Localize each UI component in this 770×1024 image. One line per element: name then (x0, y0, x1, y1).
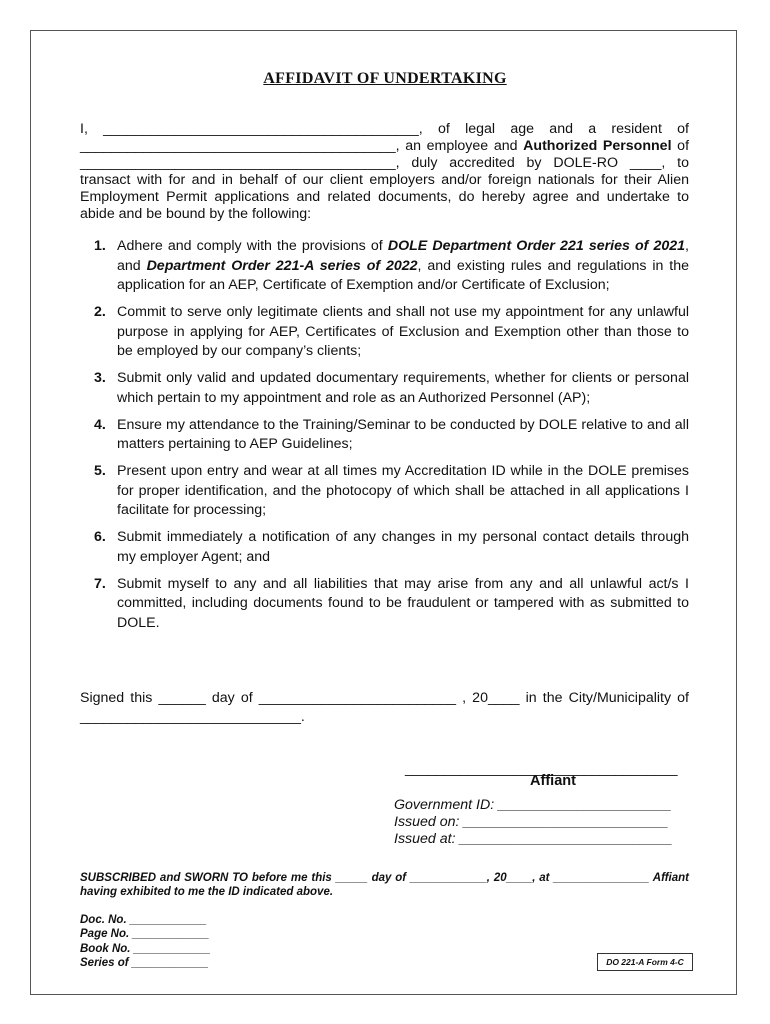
item-number: 3. (94, 370, 106, 386)
authorized-personnel-label: Authorized Personnel (523, 138, 672, 154)
issued-on-field: Issued on: __________________________ (394, 814, 669, 830)
list-item (80, 416, 689, 455)
item-text: Present upon entry and wear at all times my Accreditation ID while in the DOLE premises for proper identification, and the photocopy of which shall be attached in all applications I facilitate for processing; (117, 463, 689, 518)
item-text: , and (117, 238, 689, 274)
signature-line: ___________________________________ (405, 760, 678, 776)
item-number: 1. (94, 238, 106, 254)
item-text: , and existing rules and regulations in the application for an AEP, Certificate of Exemption and/or Certificate of Exclusion; (117, 257, 689, 293)
item-number: 2. (94, 304, 106, 320)
jurat-paragraph: SUBSCRIBED and SWORN TO before me this _____ day of ____________, 20____, at _______________ Affiant having exhibited to me the ID indicated above. (80, 872, 689, 898)
item-number: 4. (94, 416, 106, 433)
government-id-field: Government ID: ______________________ (394, 797, 672, 813)
book-no-field: Book No. ____________ (80, 942, 211, 955)
issued-at-field: Issued at: ___________________________ (394, 831, 673, 847)
list-item (80, 462, 689, 521)
item-text: Ensure my attendance to the Training/Seminar to be conducted by DOLE relative to and all matters pertaining to AEP Guidelines; (117, 416, 689, 452)
list-item (80, 303, 689, 362)
intro-paragraph (80, 121, 689, 223)
item-number: 7. (94, 575, 106, 592)
item-text: Commit to serve only legitimate clients and shall not use my appointment for any unlawful purpose in applying for AEP, Certificates of Exclusion and Exemption other than those to be employed by our company’s clients; (117, 304, 689, 359)
item-number: 6. (94, 529, 106, 545)
signed-paragraph: Signed this ______ day of _________________________ , 20____ in the City/Municipality of ____________________________. (80, 690, 689, 725)
list-item (80, 237, 689, 296)
doc-no-field: Doc. No. ____________ (80, 914, 207, 926)
item-text: Submit immediately a notification of any changes in my personal contact details through my employer Agent; and (117, 529, 689, 565)
item-text: Adhere and comply with the provisions of (117, 238, 388, 254)
item-emphasis: DOLE Department Order 221 series of 2021 (387, 238, 686, 254)
list-item (80, 575, 689, 634)
list-item (80, 369, 689, 408)
series-of-field: Series of ____________ (80, 956, 209, 969)
item-number: 5. (94, 463, 106, 479)
intro-text-1: I, ________________________________________, of legal age and a resident of ________________________________________, an employee and (80, 121, 689, 154)
affiant-id-block (394, 797, 673, 848)
list-item (80, 528, 689, 567)
undertaking-list (80, 237, 689, 641)
notarial-register-block (80, 913, 210, 970)
document-title: AFFIDAVIT OF UNDERTAKING (263, 70, 507, 87)
intro-text-2: of ________________________________________, duly accredited by DOLE-RO ____, to transact with for and in behalf of our client employers and/or foreign nationals for their Alien Employment Permit applications and related documents, do hereby agree and undertake to abide and be bound by the following: (80, 138, 690, 222)
item-text: Submit myself to any and all liabilities that may arise from any and all unlawful act/s I committed, including documents found to be fraudulent or tampered with as submitted to DOLE. (117, 575, 689, 631)
page-no-field: Page No. ____________ (80, 928, 210, 941)
form-code-box: DO 221-A Form 4-C (597, 953, 693, 971)
item-emphasis: Department Order 221-A series of 2022 (146, 257, 418, 274)
affiant-label: Affiant (530, 773, 576, 789)
item-text: Submit only valid and updated documentary requirements, whether for clients or personal which pertain to my appointment and role as an Authorized Personnel (AP); (117, 370, 689, 406)
